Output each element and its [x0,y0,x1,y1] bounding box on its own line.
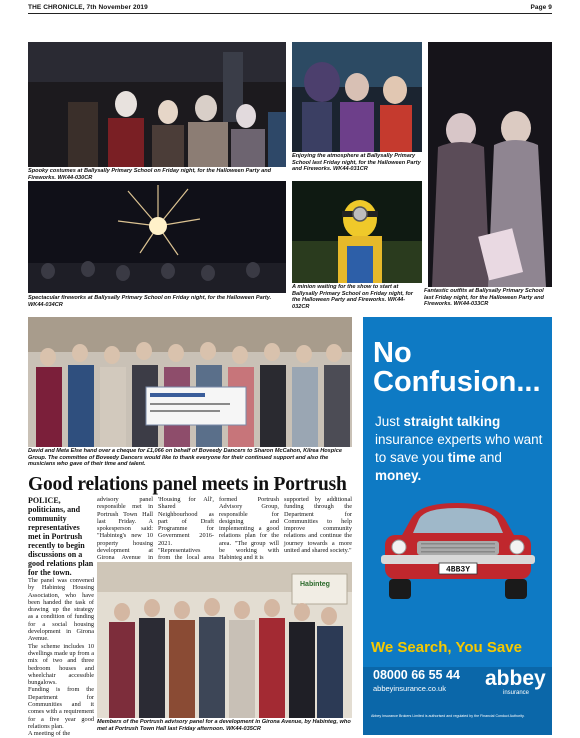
caption-minion: A minion waiting for the show to start at Ballysally Primary School on Friday night, for the Halloween Party and Fireworks. WK44-032CR [292,284,413,310]
article-paragraph: Funding is from the Department for Communities and it comes with a requirement for a five year good relations plan. [28,686,94,730]
photo-enjoying-atmosphere [292,42,422,152]
ad-website-link[interactable]: abbeyinsurance.co.uk [373,684,446,693]
caption-spooky: Spooky costumes at Ballysally Primary School on Friday night, for the Halloween Party and Fireworks. WK44-030CR [28,168,272,181]
ad-sub-pre: Just [375,414,404,429]
caption-cheque: David and Meta Else hand over a cheque for £1,066 on behalf of Boveedy Dancers to Sharon McCahon, Kilrea Hospice Group. The committee of Boveedy Dancers would like to thank everyone for their continued support and also the musicians who gave of their time and talent. [28,448,342,468]
abbey-logo-sub: insurance [503,690,530,696]
article-column-1 [28,496,94,738]
caption-enjoying: Enjoying the atmosphere at Ballysally Primary School last Friday night, for the Halloween Party and Fireworks. WK44-031CR [292,153,421,173]
ad-sub-mid: insurance experts who want to save you [375,432,543,465]
ad-sub-and: and [475,450,502,465]
publication-line: THE CHRONICLE, 7th November 2019 [28,4,148,11]
photo-fireworks [28,181,286,293]
ad-sub-money: money. [375,468,422,483]
page-number: Page 9 [530,4,552,11]
ad-sub-time: time [447,450,476,465]
ad-sub-straight-talking: straight talking [403,414,501,429]
number-plate: 4BB3Y [445,565,471,575]
abbey-logo: abbey [485,667,546,690]
photo-fantastic-outfits [428,42,552,287]
photo-advisory-panel [97,562,352,718]
caption-fireworks: Spectacular fireworks at Ballysally Primary School on Friday night, for the Halloween Party. WK44-034CR [28,295,272,308]
photo-minion [292,181,422,283]
red-car-illustration [371,497,545,607]
ad-subtext [375,413,545,485]
article-column-5: supported by additional funding through the Department for Communities to help improve community relations and continue the journey towards a more united and shared society." [284,496,352,555]
article-column-2: advisory panel responsible met in Portrush Town Hall last Friday. A spokesperson said: "Habinteg's new 10 property housing development at Girona Avenue in [97,496,153,562]
article-column-3: 'Housing for All', Shared Neighbourhood as part of Draft Programme for Government 2016-2021. "Representatives from the local area [158,496,214,562]
abbey-insurance-ad[interactable] [363,317,552,735]
caption-panel: Members of the Portrush advisory panel for a development in Girona Avenue, by Habinteg, who met at Portrush Town Hall last Friday afternoon. WK44-035CR [97,719,351,732]
ad-fine-print: Abbey Insurance Brokers Limited is authorised and regulated by the Financial Conduct Authority. [371,714,525,718]
article-headline: Good relations panel meets in Portrush [28,474,347,495]
caption-outfits: Fantastic outfits at Ballysally Primary School last Friday night, for the Halloween Party and Fireworks. WK44-033CR [424,288,544,308]
header-rule [28,13,552,14]
ad-phone-number[interactable]: 08000 66 55 44 [373,668,460,682]
article-lead: POLICE, politicians, and community representatives met in Portrush recently to begin discussions on a good relations plan for the town. [28,496,94,577]
article-paragraph: The panel was convened by Habinteg Housing Association, who have been handed the task of drawing up the strategy as a condition of funding for a social housing development in Girona Avenue. [28,577,94,643]
habinteg-sign: Habinteg [300,581,330,588]
ad-tagline: We Search, You Save [371,639,522,656]
ad-headline: No Confusion... [373,337,541,398]
article-column-4: formed Portrush Advisory Group, responsible for designing and implementing a good relations plan for the area. "The group will be working with Habinteg and it is [219,496,279,562]
photo-cheque-presentation [28,317,352,447]
article-paragraph: A meeting of the [28,730,71,738]
photo-spooky-costumes [28,42,286,167]
article-paragraph: The scheme includes 10 dwellings made up from a mix of two and three bedroom houses and wheelchair accessible bungalows. [28,642,94,687]
